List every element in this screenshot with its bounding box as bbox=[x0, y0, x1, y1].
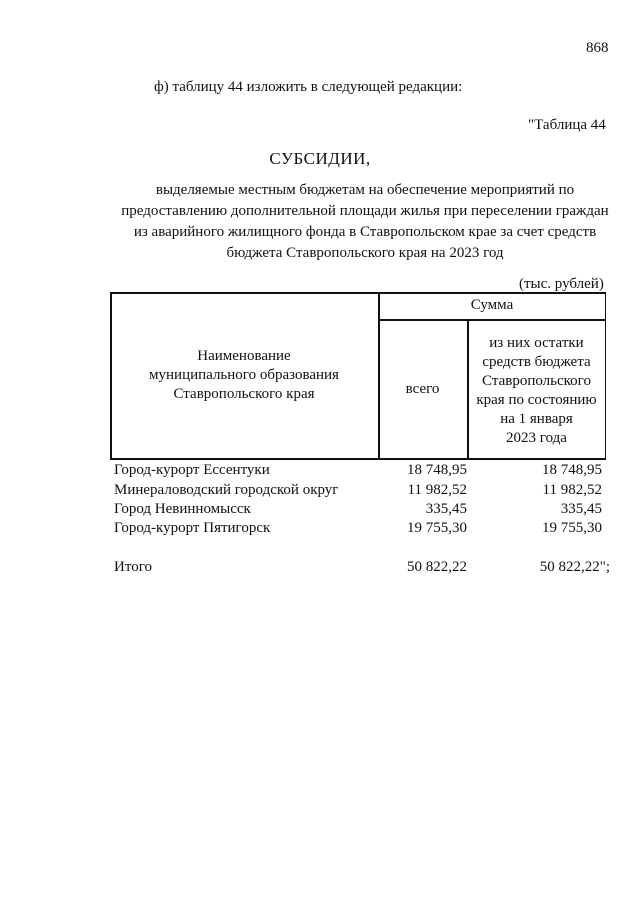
row-remainder: 18 748,95 bbox=[542, 462, 602, 478]
row-remainder: 335,45 bbox=[560, 501, 602, 517]
header-remainder-line: средств бюджета bbox=[482, 354, 591, 370]
row-name: Город-курорт Пятигорск bbox=[114, 520, 271, 536]
header-remainder bbox=[467, 334, 606, 448]
row-remainder: 11 982,52 bbox=[542, 482, 602, 498]
row-total: 19 755,30 bbox=[407, 520, 467, 536]
table-row bbox=[0, 462, 640, 482]
subtitle-line: из аварийного жилищного фонда в Ставропольском крае за счет средств bbox=[133, 224, 597, 240]
summary-remainder: 50 822,22"; bbox=[539, 559, 610, 575]
header-name-line: Наименование bbox=[197, 348, 291, 364]
header-name-line: Ставропольского края bbox=[173, 386, 315, 402]
subtitle-line: выделяемые местным бюджетам на обеспечение мероприятий по bbox=[155, 182, 575, 198]
table-header bbox=[110, 292, 606, 459]
row-total: 11 982,52 bbox=[407, 482, 467, 498]
row-name: Город-курорт Ессентуки bbox=[114, 462, 270, 478]
document-subtitle bbox=[108, 180, 622, 264]
header-total: всего bbox=[405, 381, 440, 397]
document-title: СУБСИДИИ, bbox=[269, 149, 371, 168]
header-remainder-line: 2023 года bbox=[506, 430, 567, 446]
summary-total: 50 822,22 bbox=[407, 559, 467, 575]
row-remainder: 19 755,30 bbox=[542, 520, 602, 536]
header-remainder-line: на 1 января bbox=[500, 411, 573, 427]
divider-name-col bbox=[378, 292, 380, 459]
header-name-line: муниципального образования bbox=[149, 367, 339, 383]
table-label: "Таблица 44 bbox=[528, 117, 606, 133]
row-name: Город Невинномысск bbox=[114, 501, 251, 517]
border-top bbox=[110, 292, 606, 294]
table-row bbox=[0, 520, 640, 540]
divider-sum-row bbox=[378, 319, 606, 321]
header-name bbox=[110, 347, 378, 404]
border-bottom bbox=[110, 458, 606, 460]
row-name: Минераловодский городской округ bbox=[114, 482, 339, 498]
summary-name: Итого bbox=[114, 559, 152, 575]
header-remainder-line: края по состоянию bbox=[476, 392, 597, 408]
summary-row bbox=[0, 559, 640, 579]
header-remainder-line: из них остатки bbox=[489, 335, 584, 351]
intro-text: ф) таблицу 44 изложить в следующей редакции: bbox=[154, 79, 463, 95]
table-row bbox=[0, 482, 640, 502]
row-total: 18 748,95 bbox=[407, 462, 467, 478]
header-sum: Сумма bbox=[470, 297, 514, 313]
subtitle-line: предоставлению дополнительной площади жилья при переселении граждан bbox=[121, 203, 609, 219]
row-total: 335,45 bbox=[425, 501, 467, 517]
header-remainder-line: Ставропольского bbox=[482, 373, 591, 389]
page-number: 868 bbox=[586, 40, 609, 56]
subtitle-line: бюджета Ставропольского края на 2023 год bbox=[226, 245, 504, 261]
table-row bbox=[0, 501, 640, 521]
units-label: (тыс. рублей) bbox=[519, 276, 604, 292]
